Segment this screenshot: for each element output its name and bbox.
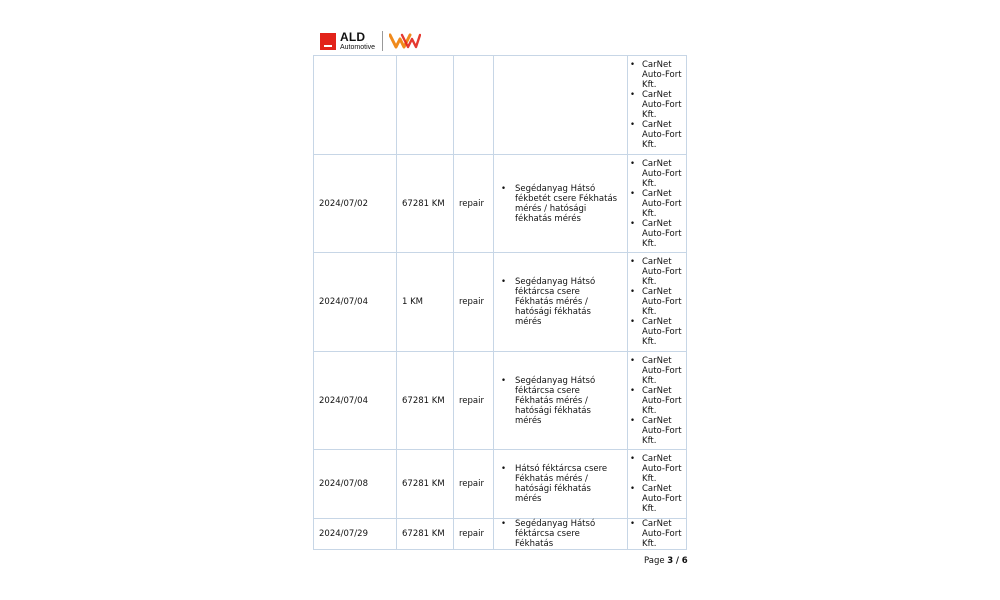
km-cell: 67281 KM <box>397 155 454 253</box>
provider-name: CarNet Auto-Fort Kft. <box>642 355 682 386</box>
description-cell <box>494 450 628 519</box>
description-cell <box>494 253 628 352</box>
provider-list <box>630 356 686 446</box>
partner-logo-icon <box>389 32 421 50</box>
provider-cell <box>628 519 687 550</box>
bullet-icon: • <box>501 277 507 287</box>
km-cell: 67281 KM <box>397 352 454 450</box>
bullet-icon: • <box>630 454 636 464</box>
type-cell: repair <box>454 155 494 253</box>
provider-item <box>630 189 686 219</box>
provider-cell <box>628 253 687 352</box>
table-row <box>314 155 687 253</box>
table-row <box>314 253 687 352</box>
description-cell <box>494 155 628 253</box>
km-cell <box>397 56 454 155</box>
description-cell <box>494 519 628 550</box>
provider-name: CarNet Auto-Fort Kft. <box>642 385 682 416</box>
provider-list <box>630 159 686 249</box>
table-row <box>314 352 687 450</box>
bullet-icon: • <box>630 484 636 494</box>
provider-item <box>630 257 686 287</box>
provider-cell <box>628 155 687 253</box>
provider-item <box>630 90 686 120</box>
ald-logo-mark <box>320 33 336 50</box>
provider-cell <box>628 352 687 450</box>
provider-name: CarNet Auto-Fort Kft. <box>642 317 682 347</box>
page-footer <box>644 556 688 566</box>
description-text: Segédanyag Hátsó fékbetét csere Fékhatás mérés / hatósági fékhatás mérés <box>515 183 618 224</box>
km-cell: 1 KM <box>397 253 454 352</box>
provider-name: CarNet Auto-Fort Kft. <box>642 120 682 150</box>
provider-name: CarNet Auto-Fort Kft. <box>642 257 682 287</box>
bullet-icon: • <box>630 120 636 130</box>
provider-name: CarNet Auto-Fort Kft. <box>642 218 682 249</box>
table-row <box>314 450 687 519</box>
date-cell: 2024/07/29 <box>314 519 397 550</box>
provider-name: CarNet Auto-Fort Kft. <box>642 415 682 446</box>
provider-name: CarNet Auto-Fort Kft. <box>642 454 682 484</box>
description-cell <box>494 352 628 450</box>
page-header <box>320 31 421 51</box>
type-cell: repair <box>454 519 494 550</box>
bullet-icon: • <box>501 375 507 386</box>
bullet-icon: • <box>501 183 507 194</box>
provider-name: CarNet Auto-Fort Kft. <box>642 519 682 549</box>
date-cell <box>314 56 397 155</box>
provider-cell <box>628 56 687 155</box>
bullet-icon: • <box>630 60 636 70</box>
provider-item <box>630 60 686 90</box>
description-cell <box>494 56 628 155</box>
page-separator: / <box>675 556 680 566</box>
provider-item <box>630 287 686 317</box>
type-cell: repair <box>454 352 494 450</box>
bullet-icon: • <box>630 317 636 327</box>
description-text: Segédanyag Hátsó féktárcsa csere Fékhatás mérés / hatósági fékhatás mérés <box>515 277 596 327</box>
total-pages: 6 <box>681 556 688 566</box>
provider-item <box>630 519 686 549</box>
description-text: Segédanyag Hátsó féktárcsa csere Fékhatás mérés / hatósági fékhatás mérés <box>515 375 596 426</box>
type-cell: repair <box>454 253 494 352</box>
bullet-icon: • <box>630 188 636 199</box>
provider-name: CarNet Auto-Fort Kft. <box>642 158 682 189</box>
date-cell: 2024/07/04 <box>314 253 397 352</box>
provider-item <box>630 416 686 446</box>
provider-item <box>630 356 686 386</box>
description-text: Hátsó féktárcsa csere Fékhatás mérés / hatósági fékhatás mérés <box>515 464 608 504</box>
provider-list <box>630 60 686 150</box>
bullet-icon: • <box>501 464 507 474</box>
bullet-icon: • <box>501 519 507 529</box>
provider-list <box>630 519 686 549</box>
provider-name: CarNet Auto-Fort Kft. <box>642 287 682 317</box>
km-cell: 67281 KM <box>397 519 454 550</box>
current-page: 3 <box>667 556 674 566</box>
page-label: Page <box>644 556 665 566</box>
date-cell: 2024/07/08 <box>314 450 397 519</box>
header-divider <box>382 31 383 51</box>
brand-sub: Automotive <box>340 44 376 51</box>
table-row <box>314 519 687 550</box>
provider-item <box>630 386 686 416</box>
bullet-icon: • <box>630 218 636 229</box>
bullet-icon: • <box>630 257 636 267</box>
type-cell <box>454 56 494 155</box>
bullet-icon: • <box>630 385 636 396</box>
description-text: Segédanyag Hátsó féktárcsa csere Fékhatás <box>515 519 596 549</box>
provider-item <box>630 484 686 514</box>
bullet-icon: • <box>630 158 636 169</box>
service-records-table <box>313 55 687 550</box>
provider-item <box>630 219 686 249</box>
ald-logo-text <box>340 31 375 51</box>
date-cell: 2024/07/02 <box>314 155 397 253</box>
provider-cell <box>628 450 687 519</box>
table-row <box>314 56 687 155</box>
provider-name: CarNet Auto-Fort Kft. <box>642 90 682 120</box>
bullet-icon: • <box>630 90 636 100</box>
provider-item <box>630 317 686 347</box>
date-cell: 2024/07/04 <box>314 352 397 450</box>
provider-name: CarNet Auto-Fort Kft. <box>642 60 682 90</box>
provider-name: CarNet Auto-Fort Kft. <box>642 484 682 514</box>
brand-name: ALD <box>340 30 366 44</box>
km-cell: 67281 KM <box>397 450 454 519</box>
bullet-icon: • <box>630 519 636 529</box>
provider-item <box>630 120 686 150</box>
provider-item <box>630 159 686 189</box>
provider-item <box>630 454 686 484</box>
bullet-icon: • <box>630 287 636 297</box>
provider-list <box>630 454 686 514</box>
bullet-icon: • <box>630 415 636 426</box>
bullet-icon: • <box>630 355 636 366</box>
type-cell: repair <box>454 450 494 519</box>
provider-list <box>630 257 686 347</box>
provider-name: CarNet Auto-Fort Kft. <box>642 188 682 219</box>
